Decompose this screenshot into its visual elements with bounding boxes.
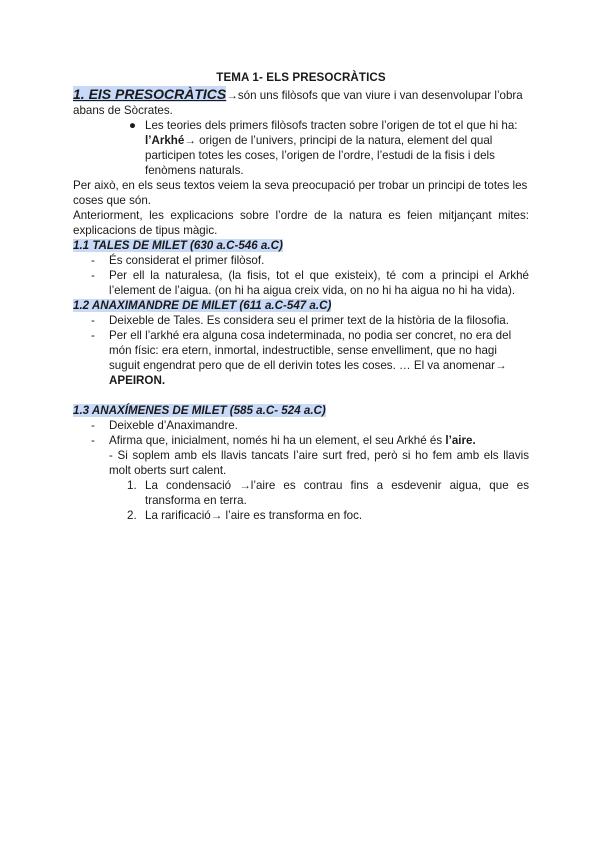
section13-line — [73, 403, 529, 418]
number-marker: 1. — [127, 479, 137, 492]
list-item — [91, 328, 529, 388]
bullet-icon: ● — [129, 119, 137, 132]
section13-heading: 1.3 ANAXÍMENES DE MILET (585 a.C- 524 a.C) — [73, 404, 326, 417]
section13-list — [73, 418, 529, 448]
arkhe-term: l’Arkhé — [145, 134, 185, 147]
paragraph-2: Anteriorment, les explicacions sobre l’ordre de la natura es feien mitjançant mites: explicacions de tipus màgic. — [73, 209, 529, 237]
list-item — [127, 478, 529, 508]
section12-line — [73, 298, 529, 313]
item-text: Deixeble de Tales. Es considera seu el primer text de la història de la filosofia. — [109, 314, 509, 327]
arkhe-definition: → origen de l’univers, principi de la natura, element del qual participen totes les coses, l’origen de l’ordre, l’estudi de la fisis i dels fenòmens naturals. — [145, 134, 495, 177]
list-item — [91, 433, 529, 448]
spacer — [73, 388, 529, 403]
item-text: Per ell l’arkhé era alguna cosa indeterminada, no podia ser concret, no era del món físic: era etern, inmortal, indestructible, sense envelliment, que no hagi suguit engendrat pero que de ell derivin totes les coses. … El va anomenar→ — [109, 329, 512, 372]
item-text: Per ell la naturalesa, (la fisis, tot el que existeix), té com a principi el Arkhé l’element de l’aigua. (on hi ha aigua creix vida, on no hi ha aigua no hi ha vida). — [109, 269, 529, 297]
apeiron-term: APEIRON. — [109, 374, 166, 387]
section1-bullets — [73, 118, 529, 178]
section11-list — [73, 253, 529, 298]
item-text: La condensació →l’aire es contrau fins a esdevenir aigua, que es transforma en terra. — [145, 479, 529, 507]
paragraph-1: Per això, en els seus textos veiem la seva preocupació per trobar un principi de totes les coses que són. — [73, 179, 528, 207]
list-item — [91, 418, 529, 433]
list-item — [127, 508, 529, 523]
dash-marker: - — [91, 269, 95, 282]
section1-intro: →són uns filòsofs que van viure i van desenvolupar l’obra abans de Sòcrates. — [73, 89, 523, 117]
bullet-text: Les teories dels primers filòsofs tracten sobre l’origen de tot el que hi ha: — [145, 119, 518, 132]
list-item — [91, 313, 529, 328]
item-text: Afirma que, inicialment, només hi ha un element, el seu Arkhé és — [109, 434, 446, 447]
list-item — [91, 268, 529, 298]
item-text: És considerat el primer filòsof. — [109, 254, 265, 267]
dash-marker: - — [91, 419, 95, 432]
section12-list — [73, 313, 529, 388]
section1-heading: 1. EIS PRESOCRÀTICS — [73, 86, 227, 102]
section11-heading: 1.1 TALES DE MILET (630 a.C-546 a.C) — [73, 239, 283, 252]
document-content — [73, 70, 529, 523]
section11-line — [73, 238, 529, 253]
section13-subtext: - Si soplem amb els llavis tancats l’aire surt fred, però si ho fem amb els llavis molt oberts surt calent. — [109, 449, 529, 477]
aire-term: l’aire. — [445, 434, 476, 447]
dash-marker: - — [91, 254, 95, 267]
dash-marker: - — [91, 434, 95, 447]
page-title: TEMA 1- ELS PRESOCRÀTICS — [216, 71, 386, 84]
item-text: Deixeble d’Anaximandre. — [109, 419, 238, 432]
item-text: La rarificació→ l’aire es transforma en foc. — [145, 509, 363, 522]
dash-marker: - — [91, 329, 95, 342]
number-marker: 2. — [127, 509, 137, 522]
section12-heading: 1.2 ANAXIMANDRE DE MILET (611 a.C-547 a.C) — [73, 299, 332, 312]
dash-marker: - — [91, 314, 95, 327]
section13-numbered-list — [73, 478, 529, 523]
section1-line — [73, 87, 529, 118]
list-item — [129, 118, 529, 178]
list-item — [91, 253, 529, 268]
